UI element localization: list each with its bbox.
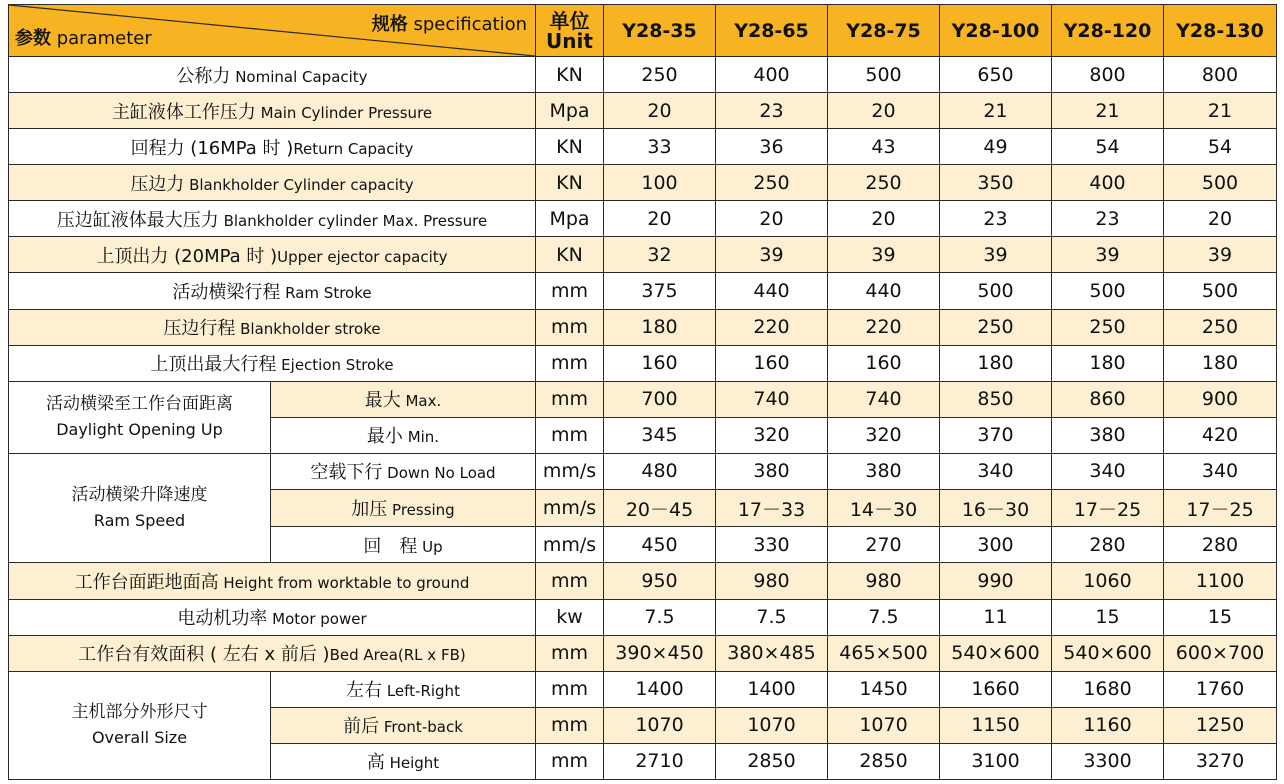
value-cell: 800 [1052,57,1164,93]
row-label [9,165,536,201]
value-cell: 220 [716,309,828,345]
row-label-en: Down No Load [382,464,496,483]
value-cell: 180 [940,345,1052,381]
value-cell: 39 [716,237,828,273]
row-label [9,57,536,93]
sub-row-label [271,381,536,417]
row-label-zh: 上顶出最大行程 [150,354,277,376]
value-cell: 36 [716,129,828,165]
value-cell: 800 [1164,57,1277,93]
value-cell: 23 [1052,201,1164,237]
value-cell: 340 [1052,453,1164,489]
header-unit-zh: 单位 [549,8,590,33]
unit-cell: mm [536,273,604,309]
unit-cell: mm/s [536,527,604,563]
value-cell: 43 [828,129,940,165]
model-header: Y28-35 [604,5,716,57]
value-cell: 440 [716,273,828,309]
value-cell: 2710 [604,743,716,779]
value-cell: 180 [1052,345,1164,381]
row-label-zh: 回程力 (16MPa 时 ) [130,137,294,159]
unit-cell: KN [536,165,604,201]
value-cell: 850 [940,381,1052,417]
table-row [9,563,1277,599]
value-cell: 450 [604,527,716,563]
value-cell: 540×600 [1052,635,1164,671]
header-unit-en: Unit [546,28,593,53]
value-cell: 1400 [604,671,716,707]
value-cell: 420 [1164,417,1277,453]
value-cell: 16－30 [940,489,1052,526]
row-label-zh: 空载下行 [310,462,383,484]
value-cell: 540×600 [940,635,1052,671]
row-label-zh: 工作台有效面积 ( 左右 x 前后 ) [78,644,330,666]
value-cell: 280 [1164,527,1277,563]
value-cell: 350 [940,165,1052,201]
value-cell: 1070 [716,707,828,743]
unit-cell: Mpa [536,93,604,129]
row-label-en: Front-back [379,718,463,737]
table-row [9,129,1277,165]
group-label [9,453,271,563]
value-cell: 400 [716,57,828,93]
unit-cell: mm [536,381,604,417]
model-header: Y28-65 [716,5,828,57]
value-cell: 100 [604,165,716,201]
row-label-zh: 左右 [346,680,383,702]
unit-cell: mm [536,563,604,599]
value-cell: 250 [828,165,940,201]
row-label [9,237,536,273]
value-cell: 1150 [940,707,1052,743]
unit-cell: mm [536,635,604,671]
value-cell: 500 [1164,165,1277,201]
value-cell: 54 [1052,129,1164,165]
value-cell: 250 [604,57,716,93]
value-cell: 220 [828,309,940,345]
value-cell: 700 [604,381,716,417]
value-cell: 17－25 [1164,489,1277,526]
table-row [9,381,1277,417]
value-cell: 500 [940,273,1052,309]
value-cell: 380×485 [716,635,828,671]
value-cell: 180 [1164,345,1277,381]
group-label-en: Daylight Opening Up [56,420,223,440]
header-parameter [15,24,152,50]
value-cell: 21 [1164,93,1277,129]
value-cell: 1450 [828,671,940,707]
value-cell: 23 [716,93,828,129]
value-cell: 39 [1052,237,1164,273]
value-cell: 250 [1052,309,1164,345]
group-label-zh: 活动横梁至工作台面距离 [46,394,233,415]
row-label [9,635,536,671]
sub-row-label [271,743,536,779]
value-cell: 950 [604,563,716,599]
header-param-zh: 参数 [15,28,51,49]
row-label-en: Blankholder stroke [235,320,381,339]
specification-table [8,4,1277,780]
row-label [9,93,536,129]
value-cell: 270 [828,527,940,563]
value-cell: 1760 [1164,671,1277,707]
sub-row-label [271,453,536,489]
row-label-zh: 主缸液体工作压力 [111,101,256,123]
sub-row-label [271,671,536,707]
row-label-en: Return Capacity [293,139,414,158]
table-row [9,635,1277,671]
group-label-zh: 活动横梁升降速度 [71,485,208,506]
model-header: Y28-130 [1164,5,1277,57]
table-row [9,599,1277,635]
row-label [9,345,536,381]
value-cell: 7.5 [716,599,828,635]
row-label [9,129,536,165]
value-cell: 20－45 [604,489,716,526]
value-cell: 340 [940,453,1052,489]
header-specification [372,10,527,36]
value-cell: 20 [1164,201,1277,237]
row-label-zh: 上顶出力 (20MPa 时 ) [96,245,278,267]
value-cell: 11 [940,599,1052,635]
table-row [9,453,1277,489]
row-label-zh: 活动横梁行程 [172,282,281,303]
value-cell: 1160 [1052,707,1164,743]
row-label-en: Ram Stroke [280,284,372,302]
unit-cell: mm [536,671,604,707]
value-cell: 500 [1164,273,1277,309]
value-cell: 3270 [1164,743,1277,779]
row-label [9,273,536,309]
row-label-zh: 压边缸液体最大压力 [56,209,219,231]
value-cell: 23 [940,201,1052,237]
row-label-en: Ejection Stroke [276,356,394,375]
value-cell: 900 [1164,381,1277,417]
row-label-en: Height [384,754,440,773]
value-cell: 1070 [604,707,716,743]
table-row [9,273,1277,309]
group-label [9,671,271,779]
unit-cell: KN [536,57,604,93]
model-header: Y28-100 [940,5,1052,57]
table-row [9,671,1277,707]
unit-cell: Mpa [536,201,604,237]
value-cell: 160 [604,345,716,381]
row-label-en: Blankholder cylinder Max. Pressure [218,211,488,230]
value-cell: 2850 [828,743,940,779]
value-cell: 740 [828,381,940,417]
unit-cell: mm [536,743,604,779]
value-cell: 300 [940,527,1052,563]
group-label-zh: 主机部分外形尺寸 [71,702,208,723]
row-label-en: Bed Area(RL x FB) [329,646,466,665]
value-cell: 380 [716,453,828,489]
table-row [9,165,1277,201]
row-label-zh: 公称力 [176,65,231,87]
value-cell: 250 [1164,309,1277,345]
value-cell: 1660 [940,671,1052,707]
value-cell: 49 [940,129,1052,165]
value-cell: 39 [1164,237,1277,273]
spec-table-body [9,57,1277,780]
value-cell: 340 [1164,453,1277,489]
unit-cell: mm [536,707,604,743]
value-cell: 17－25 [1052,489,1164,526]
row-label-zh: 回 程 [363,535,418,557]
spec-table-wrapper [8,4,1276,780]
value-cell: 1100 [1164,563,1277,599]
value-cell: 33 [604,129,716,165]
value-cell: 20 [716,201,828,237]
value-cell: 740 [716,381,828,417]
value-cell: 14－30 [828,489,940,526]
value-cell: 180 [604,309,716,345]
value-cell: 15 [1052,599,1164,635]
value-cell: 320 [716,417,828,453]
value-cell: 980 [828,563,940,599]
sub-row-label [271,527,536,563]
value-cell: 20 [604,201,716,237]
row-label-zh: 压边行程 [163,318,236,340]
value-cell: 330 [716,527,828,563]
header-spec-zh: 规格 [371,14,408,35]
row-label-en: Motor power [267,610,367,629]
value-cell: 1400 [716,671,828,707]
value-cell: 345 [604,417,716,453]
row-label-en: Nominal Capacity [230,67,368,86]
row-label-zh: 高 [366,752,385,774]
value-cell: 160 [828,345,940,381]
value-cell: 400 [1052,165,1164,201]
header-spec-parameter-cell [9,5,536,57]
value-cell: 20 [828,93,940,129]
value-cell: 54 [1164,129,1277,165]
row-label-en: Left-Right [382,682,460,701]
value-cell: 3100 [940,743,1052,779]
table-row [9,237,1277,273]
sub-row-label [271,417,536,453]
row-label-zh: 工作台面距地面高 [74,571,219,593]
value-cell: 280 [1052,527,1164,563]
row-label-en: Upper ejector capacity [277,247,448,266]
group-label-en: Overall Size [91,728,188,748]
value-cell: 980 [716,563,828,599]
header-param-en: parameter [51,28,152,49]
row-label [9,309,536,345]
value-cell: 380 [828,453,940,489]
value-cell: 39 [828,237,940,273]
value-cell: 1680 [1052,671,1164,707]
value-cell: 20 [604,93,716,129]
row-label-zh: 压边力 [130,173,185,195]
value-cell: 32 [604,237,716,273]
value-cell: 500 [1052,273,1164,309]
value-cell: 860 [1052,381,1164,417]
value-cell: 465×500 [828,635,940,671]
table-row [9,345,1277,381]
sub-row-label [271,489,536,526]
value-cell: 3300 [1052,743,1164,779]
header-row [9,5,1277,57]
model-header: Y28-75 [828,5,940,57]
row-label [9,201,536,237]
value-cell: 320 [828,417,940,453]
row-label [9,599,536,635]
value-cell: 1060 [1052,563,1164,599]
value-cell: 990 [940,563,1052,599]
row-label-zh: 最小 [366,426,403,448]
header-unit [536,5,604,57]
value-cell: 600×700 [1164,635,1277,671]
value-cell: 2850 [716,743,828,779]
table-row [9,57,1277,93]
unit-cell: KN [536,237,604,273]
value-cell: 500 [828,57,940,93]
unit-cell: kw [536,599,604,635]
value-cell: 21 [1052,93,1164,129]
row-label-en: Pressing [387,501,455,520]
row-label-en: Max. [400,392,442,411]
row-label [9,563,536,599]
group-label-en: Ram Speed [93,511,186,531]
row-label-en: Blankholder Cylinder capacity [184,175,414,194]
unit-cell: mm [536,345,604,381]
row-label-en: Height from worktable to ground [218,573,470,592]
value-cell: 440 [828,273,940,309]
unit-cell: KN [536,129,604,165]
value-cell: 370 [940,417,1052,453]
value-cell: 250 [940,309,1052,345]
table-row [9,201,1277,237]
sub-row-label [271,707,536,743]
row-label-zh: 加压 [351,499,388,521]
value-cell: 390×450 [604,635,716,671]
row-label-zh: 最大 [364,390,401,412]
value-cell: 1250 [1164,707,1277,743]
model-header: Y28-120 [1052,5,1164,57]
value-cell: 17－33 [716,489,828,526]
table-row [9,93,1277,129]
unit-cell: mm/s [536,453,604,489]
row-label-zh: 前后 [343,716,380,738]
unit-cell: mm/s [536,489,604,526]
value-cell: 380 [1052,417,1164,453]
value-cell: 480 [604,453,716,489]
value-cell: 7.5 [604,599,716,635]
value-cell: 7.5 [828,599,940,635]
value-cell: 20 [828,201,940,237]
unit-cell: mm [536,309,604,345]
group-label [9,381,271,453]
value-cell: 375 [604,273,716,309]
row-label-en: Up [417,537,443,556]
row-label-en: Main Cylinder Pressure [255,103,433,122]
value-cell: 15 [1164,599,1277,635]
value-cell: 39 [940,237,1052,273]
header-spec-en: specification [407,14,527,35]
unit-cell: mm [536,417,604,453]
row-label-zh: 电动机功率 [177,608,268,630]
table-row [9,309,1277,345]
value-cell: 160 [716,345,828,381]
value-cell: 650 [940,57,1052,93]
value-cell: 1070 [828,707,940,743]
row-label-en: Min. [402,428,440,447]
value-cell: 250 [716,165,828,201]
value-cell: 21 [940,93,1052,129]
